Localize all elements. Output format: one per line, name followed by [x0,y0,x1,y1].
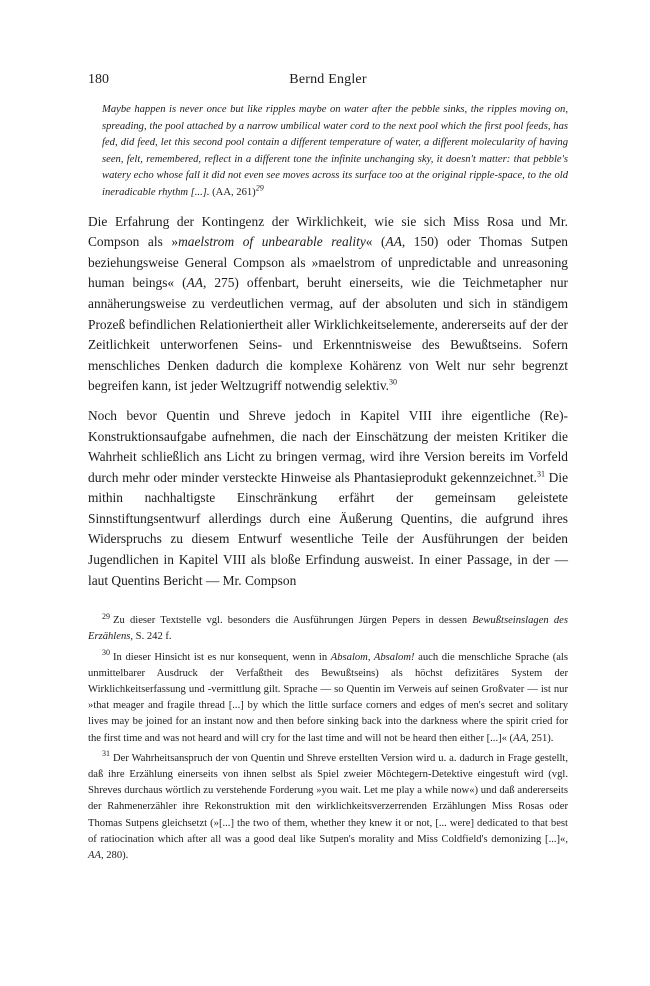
text-run: Die mithin nachhaltigste Einschränkung erfährt der gemeinsam geleistete Sinnstiftungsentwurf allerdings durch eine Äußerung Quentins, die aufgrund ihres Widerspruchs zu diesem Entwurf wesentliche Teile der Ausführungen der beiden Jugendlichen in Kapitel VIII als bloße Erfindung ausweist. In einer Passage, in der — laut Quentins Bericht — Mr. Compson [88,469,569,588]
text-run: Noch bevor Quentin und Shreve jedoch in Kapitel VIII ihre eigentliche (Re)-Konstruktionsaufgabe aufnehmen, die nach der Einschätzung der meisten Kritiker die Wahrheit schließlich ans Licht zu bringen vermag, wird ihre Version bereits im Vorfeld durch mehr oder minder versteckte Hinweise als Phantasieprodukt gekennzeichnet. [88,407,568,485]
text-run: auch die menschliche Sprache (als unmittelbarer Ausdruck der Verfaßtheit des Bewußtseins) als höchst defizitäres System der Wirklichkeitserfassung und -vermittlung gilt. Sprache — so Quentin im Verweis auf seinen Großvater — ist nur »that meager and fragile thread [...] by which the little surface corners and edges of men's secret and solitary lives may be joined for an instant now and then before sinking back into the darkness where the spirit cried for the first time and was not heard and will cry for the last time and will not be heard then either [...]« ( [88,651,568,744]
text-run: Zu dieser Textstelle vgl. besonders die Ausführungen Jürgen Pepers in dessen [113,615,473,627]
footnote-30 [88,650,568,747]
footnote-ref-29[interactable]: 29 [255,183,264,193]
main-text [88,212,568,592]
epigraph-reference: (AA, 261) [212,186,256,198]
text-run-italic: AA [513,732,527,744]
footnote-number: 30 [102,648,110,658]
text-run: , 280). [100,850,129,862]
text-run-italic: maelstrom of unbearable reality [178,234,366,250]
book-page [88,72,568,868]
footnotes-section [88,613,568,864]
text-run-italic: AA [186,275,203,291]
paragraph-2 [88,406,568,591]
text-run: , 150) oder Thomas Sutpen beziehungsweise General Compson als »maelstrom of unpredictable and unreasoning human beings« ( [88,234,569,291]
footnote-number: 29 [102,611,110,621]
text-run-italic: Absalom, Absalom! [330,651,415,663]
text-run-italic: Bewußtseinslagen des Erzählens [88,615,568,643]
footnote-ref-30[interactable]: 30 [389,377,397,387]
footnote-29 [88,613,568,645]
footnote-number: 31 [102,749,110,759]
text-run: , S. 242 f. [130,631,172,643]
page-number: 180 [88,72,109,87]
epigraph-text: Maybe happen is never once but like ripples maybe on water after the pebble sinks, the ripples moving on, spreading, the pool attached by a narrow umbilical water cord to the next pool which the first pool feeds, has fed, did feed, let this second pool contain a different temperature of water, a different molecularity of having seen, felt, remembered, reflect in a different tone the infinite unchanging sky, it doesn't matter: that pebble's watery echo whose fall it did not even see moves across its surface too at the original ripple-space, to the old ineradicable rhythm [...]. [102,104,568,198]
paragraph-1 [88,212,568,397]
epigraph-quote [102,102,568,202]
text-run-italic: AA [88,850,101,862]
text-run: , 251). [526,732,554,744]
running-head-author: Bernd Engler [289,72,367,87]
footnote-ref-31[interactable]: 31 [536,469,545,479]
page-header [88,72,568,94]
text-run: In dieser Hinsicht ist es nur konsequent, wenn in [113,651,331,663]
text-run-italic: AA [385,234,402,250]
footnote-31 [88,751,568,864]
text-run: , 275) offenbart, beruht einerseits, wie die Teichmetapher nur annäherungsweise zu verdeutlichen vermag, auf der absoluten und sich in ständigem Prozeß befindlichen Relationiertheit aller Wirklichkeitselemente, andererseits auf der der Zeitlichkeit unterworfenen Seins- und Erkenntnisweise des Bewußtseins. Sofern menschliches Denken dadurch die komplexe Kohärenz von Welt nur sehr begrenzt begreifen kann, ist jeder Weltzugriff notwendig selektiv. [88,275,568,394]
text-run: « ( [365,234,386,250]
text-run: Der Wahrheitsanspruch der von Quentin und Shreve erstellten Version wird u. a. dadurch in Frage gestellt, daß ihre Erzählung einerseits von ihnen selbst als Spiel zweier Möchtegern-Detektive eingestuft wird (vgl. Shreves durchaus wörtlich zu verstehende Forderung »you wait. Let me play a while now«) und daß andererseits der Rahmenerzähler ihre Rekonstruktion mit den wirklichkeitsverzerrenden Erzählungen Miss Rosas oder Thomas Sutpens gleichsetzt (»[...] the two of them, whether they knew it or not, [... were] dedicated to that best of ratiocination which after all was a good deal like Sutpen's morality and Miss Coldfield's demonizing [...]«, [88,752,568,845]
text-run: Die Erfahrung der Kontingenz der Wirklichkeit, wie sie sich Miss Rosa und Mr. Compson als » [88,213,568,250]
